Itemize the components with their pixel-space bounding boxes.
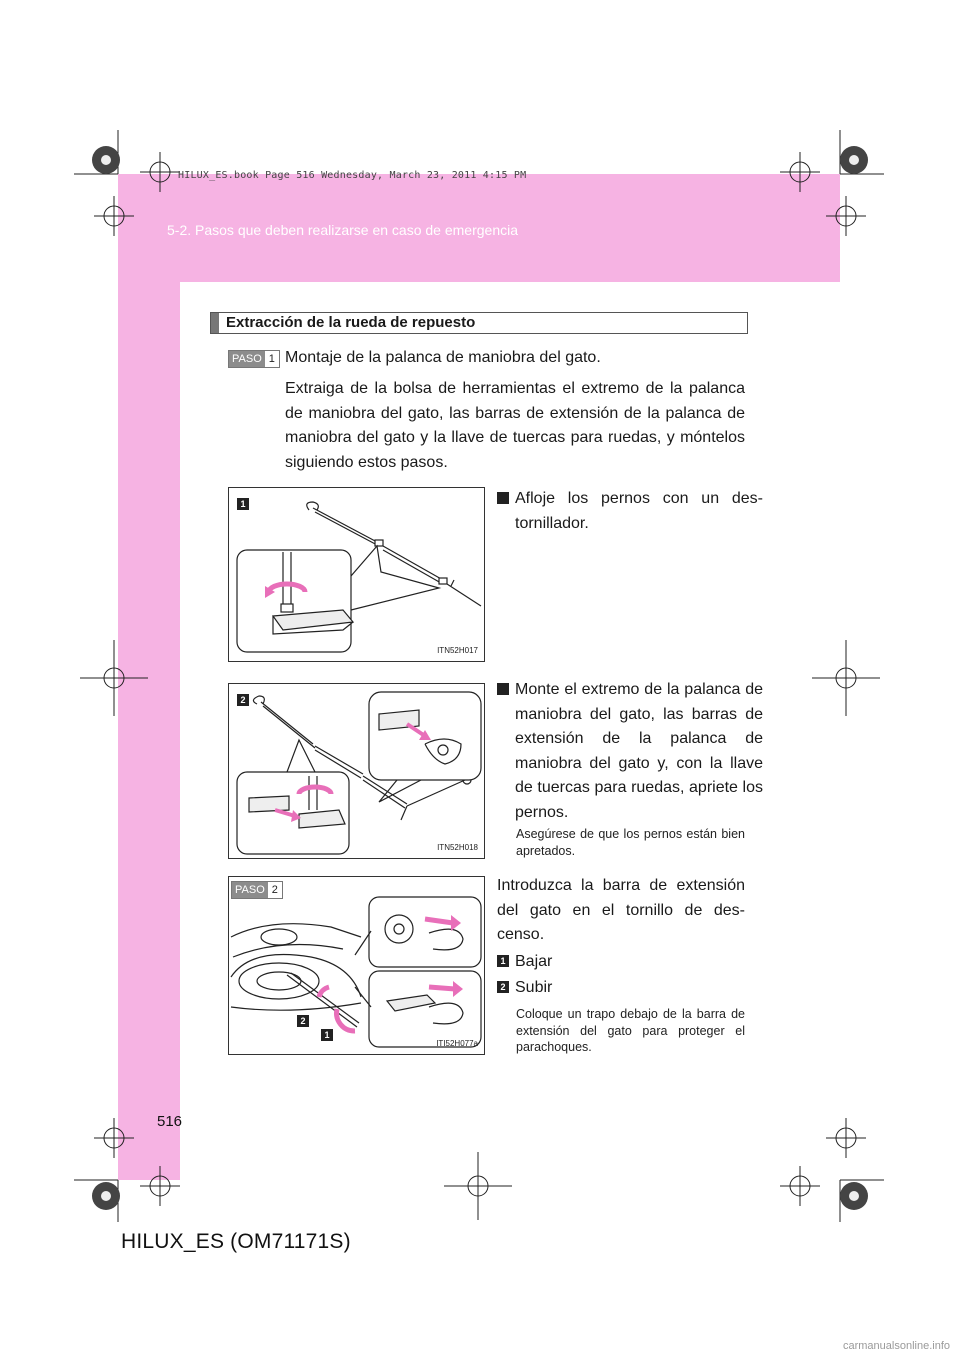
item2-text: Monte el extremo de la palanca de maniobra del gato, las barras de extensión de la palanca de maniobra del gato y, con la llave de tuercas para ruedas, apriete los pernos. — [515, 681, 763, 821]
figure-badge: 2 — [237, 694, 249, 706]
figure-code: ITN52H018 — [437, 843, 478, 852]
title-bar — [211, 313, 219, 333]
step-label: PASO — [229, 351, 265, 367]
figure-badge: 1 — [237, 498, 249, 510]
step1-title: Montaje de la palanca de maniobra del gato. — [285, 349, 601, 366]
page-number: 516 — [157, 1113, 183, 1130]
step1-badge — [228, 350, 280, 368]
section-header: 5-2. Pasos que deben realizarse en caso de emergencia — [167, 222, 518, 238]
item-badge: 1 — [497, 492, 509, 504]
item2-note: Asegúrese de que los pernos están bien apretados. — [516, 827, 745, 858]
sub-item-text: Subir — [515, 979, 553, 996]
item1-text: Afloje los pernos con un des-tornillador. — [515, 490, 763, 532]
figure-loosen-bolts — [228, 487, 485, 662]
jack-handle-assembly-illustration — [229, 684, 485, 859]
figure-badge: 2 — [297, 1015, 309, 1027]
section-title-box — [210, 312, 748, 334]
step-label: PASO — [232, 882, 268, 898]
sub-item-text: Bajar — [515, 953, 553, 970]
figure-badge: 1 — [321, 1029, 333, 1041]
item-badge: 2 — [497, 683, 509, 695]
item1 — [491, 487, 763, 536]
item-badge: 2 — [497, 981, 509, 993]
item-badge: 1 — [497, 955, 509, 967]
spare-tire-lowering-illustration — [229, 877, 485, 1055]
watermark: carmanualsonline.info — [842, 1340, 950, 1352]
figure-insert-extension — [228, 876, 485, 1055]
figure-tighten-bolts — [228, 683, 485, 859]
step2-body: Introduzca la barra de extensión del gato en el tornillo de des-censo. — [497, 877, 745, 943]
book-stamp: HILUX_ES.book Page 516 Wednesday, March 23, 2011 4:15 PM — [178, 170, 527, 181]
step1-body: Extraiga de la bolsa de herramientas el extremo de la palanca de maniobra del gato, las barras de extensión de la palanca de maniobra del gato y la llave de tuercas para ruedas, y móntelos siguiendo estos pasos. — [285, 380, 745, 471]
step-number: 2 — [268, 882, 282, 898]
item2 — [491, 678, 763, 825]
section-title: Extracción de la rueda de repuesto — [226, 314, 476, 331]
step2-note: Coloque un trapo debajo de la barra de extensión del gato para proteger el parachoques. — [516, 1007, 745, 1054]
jack-handle-illustration — [229, 488, 485, 662]
figure-code: ITN52H017 — [437, 646, 478, 655]
footer-model: HILUX_ES (OM71171S) — [121, 1230, 351, 1253]
step2-sub-item-lower — [497, 950, 745, 975]
step2-sub-item-raise — [497, 976, 745, 1001]
figure-code: ITI52H077a — [436, 1039, 478, 1048]
step-number: 1 — [265, 351, 279, 367]
